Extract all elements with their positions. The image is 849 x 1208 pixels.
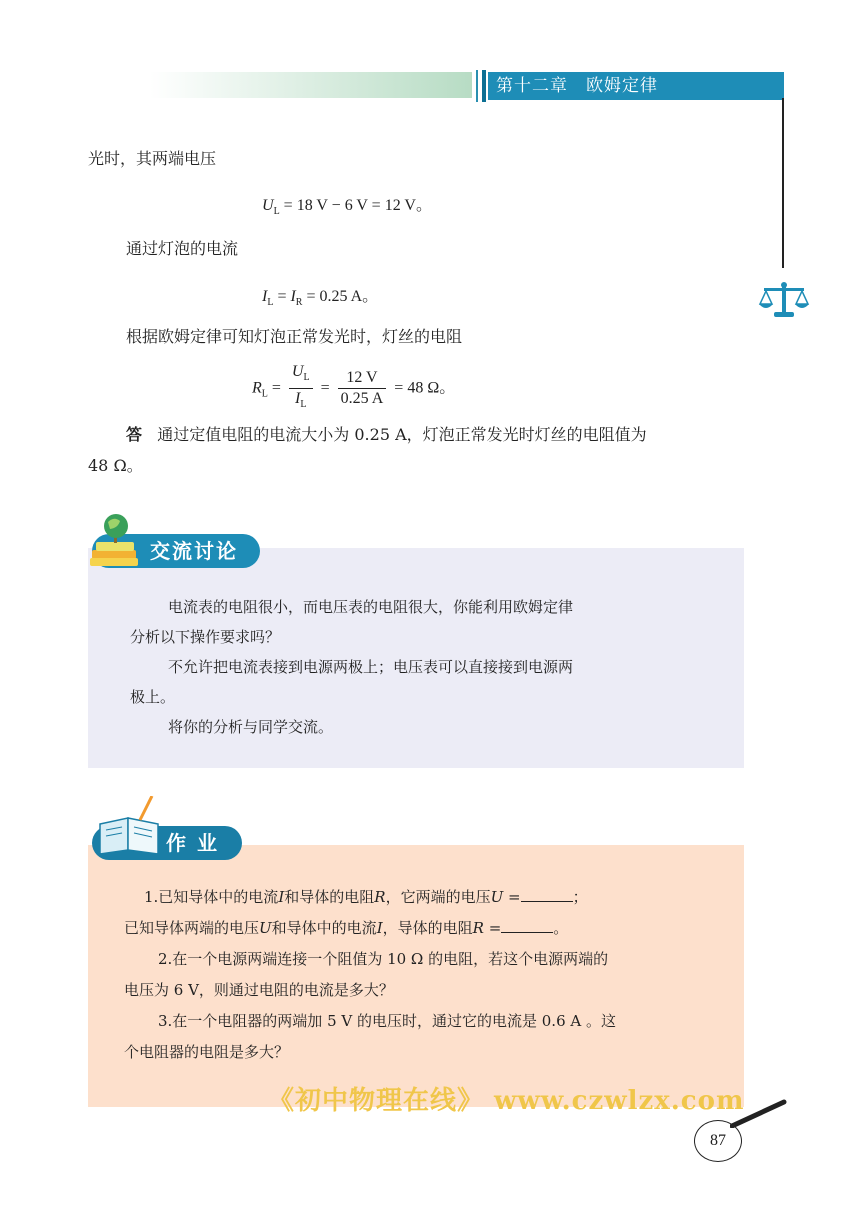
eq3-rhs: = 48 Ω。 (394, 379, 456, 397)
equation-resistance (252, 362, 455, 415)
eq3-equals-1: = (271, 379, 281, 397)
q1a-pre: 1.已知导体中的电流 (144, 888, 279, 906)
q1a-eq: = (503, 888, 521, 906)
chapter-title: 第十二章 欧姆定律 (488, 72, 784, 100)
page-number: 87 (694, 1120, 742, 1162)
header-divider (476, 70, 478, 102)
magnifier-handle-icon (730, 1098, 790, 1128)
eq1-lhs-sub: L (273, 206, 280, 218)
eq3-lhs-sub: L (261, 388, 268, 400)
body-line-2: 通过灯泡的电流 (126, 239, 239, 258)
f1-den: I (295, 390, 301, 408)
q1b-mid: 和导体中的电流 (271, 919, 377, 937)
header-gradient-strip (150, 72, 472, 98)
globe-books-icon (88, 512, 148, 570)
answer-blank[interactable] (501, 918, 553, 933)
equation-voltage (262, 192, 432, 217)
q1a-u: U (490, 888, 504, 906)
f1-num-sub: L (303, 372, 310, 384)
f2-num: 12 V (338, 368, 387, 389)
eq2-mid: = (273, 288, 291, 305)
q1a-end: ； (572, 888, 588, 906)
f2-den: 0.25 A (340, 390, 384, 408)
fraction-u-over-i (289, 362, 313, 415)
eq2-a-sub: L (267, 297, 274, 309)
margin-rule (782, 98, 784, 268)
discussion-title: 交流讨论 (150, 539, 238, 563)
homework-q3b: 个电阻器的电阻是多大？ (124, 1043, 290, 1061)
q1a-i: I (278, 888, 285, 906)
answer-blank[interactable] (521, 887, 573, 902)
eq2-b: I (290, 288, 296, 305)
equation-current (262, 283, 378, 308)
discussion-p3: 将你的分析与同学交流。 (168, 718, 334, 736)
eq1-lhs: U (262, 197, 274, 214)
q1b-eq: = (483, 919, 502, 937)
balance-scale-icon (758, 280, 810, 320)
header-divider-thick (482, 70, 486, 102)
eq3-lhs: R (252, 379, 262, 397)
eq2-a: I (262, 288, 268, 305)
q1a-r: R (374, 888, 386, 906)
q1b-post: ，导体的电阻 (382, 919, 473, 937)
eq2-b-sub: R (295, 297, 303, 309)
answer-text-1: 通过定值电阻的电流大小为 0.25 A，灯泡正常发光时灯丝的电阻值为 (157, 425, 647, 444)
homework-q2b: 电压为 6 V，则通过电阻的电流是多大？ (124, 981, 394, 999)
homework-q3a: 3.在一个电阻器的两端加 5 V 的电压时，通过它的电流是 0.6 A 。这 (158, 1012, 616, 1030)
q1a-post: ，它两端的电压 (385, 888, 491, 906)
q1b-i: I (376, 919, 383, 937)
eq2-rhs: = 0.25 A。 (302, 288, 379, 305)
homework-q2a: 2.在一个电源两端连接一个阻值为 10 Ω 的电阻，若这个电源两端的 (158, 950, 609, 968)
watermark: 《初中物理在线》 www.czwlzx.com (268, 1086, 745, 1116)
fraction-values (338, 368, 387, 409)
q1b-r: R (472, 919, 484, 937)
q1a-mid: 和导体的电阻 (284, 888, 375, 906)
eq1-rhs: = 18 V − 6 V = 12 V。 (279, 197, 432, 214)
q1b-u: U (259, 919, 272, 937)
open-book-pencil-icon (96, 796, 168, 856)
body-line-3: 根据欧姆定律可知灯泡正常发光时，灯丝的电阻 (126, 327, 463, 346)
answer-line-1 (126, 421, 647, 449)
discussion-p1b: 分析以下操作要求吗？ (130, 628, 281, 646)
q1b-end: 。 (553, 919, 569, 937)
homework-q1b (124, 913, 568, 944)
answer-label: 答 (126, 425, 143, 444)
eq3-equals-2: = (320, 379, 330, 397)
discussion-p2a: 不允许把电流表接到电源两极上；电压表可以直接接到电源两 (168, 658, 574, 676)
f1-den-sub: L (300, 399, 307, 411)
body-line-1: 光时，其两端电压 (88, 149, 217, 168)
q1b-pre: 已知导体两端的电压 (124, 919, 260, 937)
homework-q1a (144, 882, 588, 913)
homework-title: 作 业 (166, 831, 219, 855)
discussion-p2b: 极上。 (130, 688, 176, 706)
answer-line-2: 48 Ω。 (88, 456, 143, 475)
discussion-p1a: 电流表的电阻很小，而电压表的电阻很大，你能利用欧姆定律 (168, 598, 574, 616)
f1-num: U (291, 363, 304, 380)
